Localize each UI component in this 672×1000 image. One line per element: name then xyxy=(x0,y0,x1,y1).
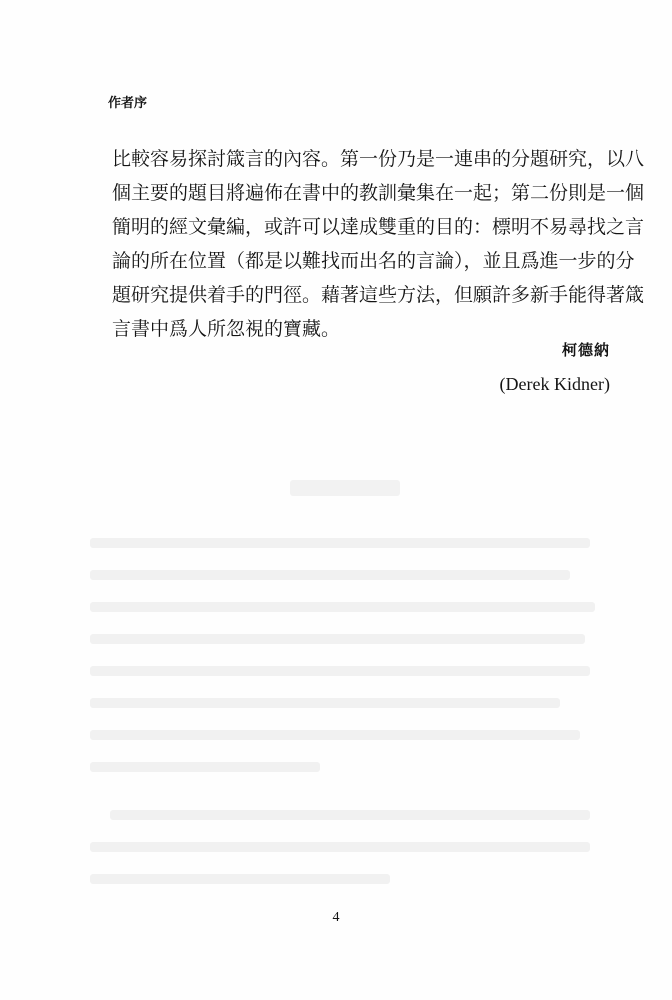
preface-paragraph xyxy=(112,142,645,346)
author-english-name: (Derek Kidner) xyxy=(499,374,610,394)
running-head: 作者序 xyxy=(108,96,148,111)
author-signature xyxy=(500,337,610,399)
author-chinese-name: 柯德納 xyxy=(561,341,610,359)
paragraph-line: 言書中爲人所忽視的寶藏。 xyxy=(112,318,341,340)
paragraph-line: 論的所在位置（都是以難找而出名的言論），並且爲進一步的分 xyxy=(112,250,635,272)
paragraph-line: 題研究提供着手的門徑。藉著這些方法，但願許多新手能得著箴 xyxy=(112,284,645,306)
paragraph-line: 比較容易探討箴言的內容。第一份乃是一連串的分題研究，以八 xyxy=(112,148,645,170)
paragraph-line: 簡明的經文彙編，或許可以達成雙重的目的：標明不易尋找之言 xyxy=(112,216,645,238)
page-number: 4 xyxy=(332,910,340,925)
show-through-texture xyxy=(90,470,610,890)
paragraph-line: 個主要的題目將遍佈在書中的教訓彙集在一起；第二份則是一個 xyxy=(112,182,645,204)
